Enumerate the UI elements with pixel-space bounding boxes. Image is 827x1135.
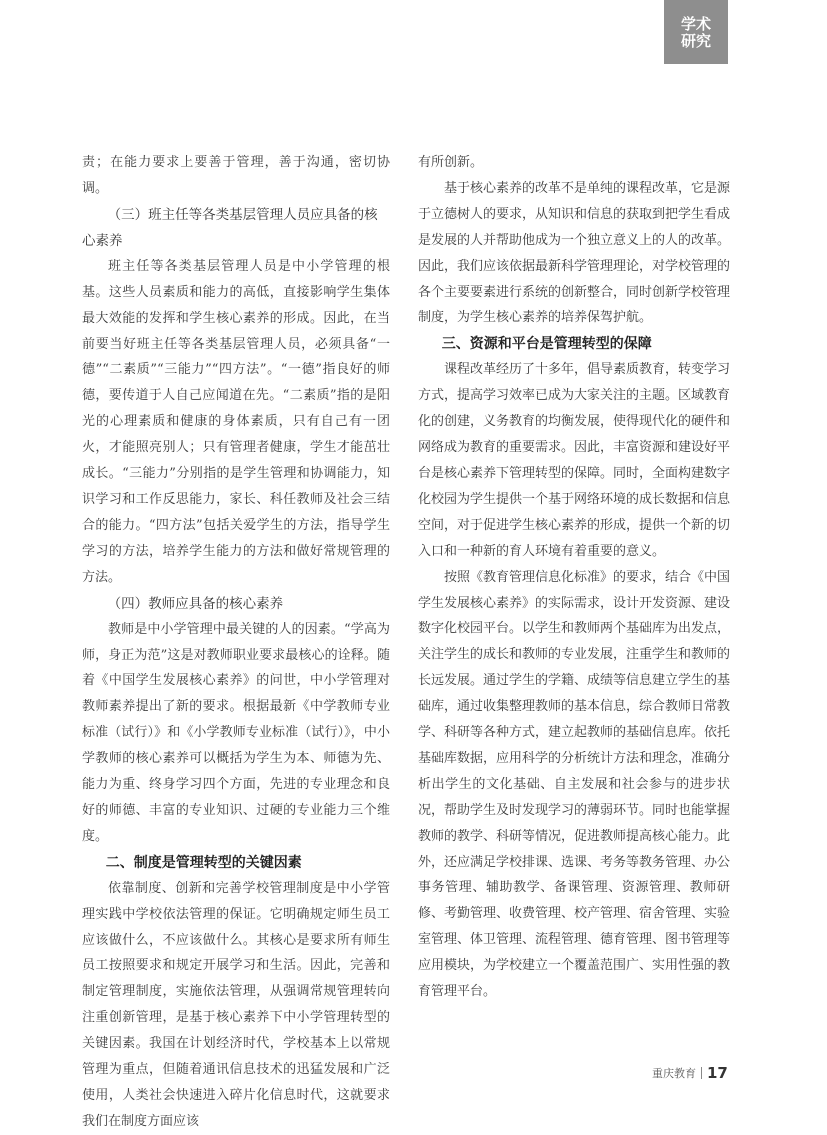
paragraph: 课程改革经历了十多年，倡导素质教育，转变学习方式，提高学习效率已成为大家关注的主题。区域教育化的创建，义务教育的均衡发展，使得现代化的硬件和网络成为教育的重要需求。因此，丰富资源和建设好平台是核心素养下管理转型的保障。同时，全面构建数字化校园为学生提供一个基于网络环境的成长数据和信息空间，对于促进学生核心素养的形成，提供一个新的切入口和一种新的育人环境有着重要的意义。	[418, 362, 731, 559]
section-tag-line2: 研究	[680, 32, 711, 50]
paragraph: 依靠制度、创新和完善学校管理制度是中小学管理实践中学校依法管理的保证。它明确规定师生员工应该做什么，不应该做什么。其核心是要求所有师生员工按照要求和规定开展学习和生活。因此，完善和制定管理制度，实施依法管理，从强调常规管理转向注重创新管理，是基于核心素养下中小学管理转型的关键因素。我国在计划经济时代，学校基本上以常规管理为重点，但随着通讯信息技术的迅猛发展和广泛使用，人类社会快速进入碎片化信息时代，这就要求我们在制度方面应该	[82, 880, 390, 1129]
section-tag-line1: 学术	[680, 15, 711, 33]
subheading-head-teacher: （三）班主任等各类基层管理人员应具备的核心素养	[82, 206, 378, 249]
footer-divider	[701, 1067, 702, 1079]
left-column	[82, 150, 390, 1135]
subheading-teacher: （四）教师应具备的核心素养	[107, 595, 284, 612]
paragraph: 责；在能力要求上要善于管理，善于沟通，密切协调。	[82, 155, 390, 196]
section-tag	[664, 0, 728, 64]
paragraph: 班主任等各类基层管理人员是中小学管理的根基。这些人员素质和能力的高低，直接影响学生集体最大效能的发挥和学生核心素养的形成。因此，在当前要当好班主任等各类基层管理人员，必须具备“一德”“二素质”“三能力”“四方法”。“一德”指良好的师德，要传道于人自己应闻道在先。“二素质”指的是阳光的心理素质和健康的身体素质，只有自己有一团火，才能照亮别人；只有管理者健康，学生才能茁壮成长。“三能力”分别指的是学生管理和协调能力，知识学习和工作反思能力，家长、科任教师及社会三结合的能力。“四方法”包括关爱学生的方法，指导学生学习的方法，培养学生能力的方法和做好常规管理的方法。	[82, 258, 390, 585]
page-footer	[652, 1064, 728, 1082]
paragraph: 有所创新。	[418, 155, 484, 170]
section-heading-resources: 三、资源和平台是管理转型的保障	[441, 336, 652, 353]
journal-name: 重庆教育	[652, 1067, 696, 1080]
section-heading-system: 二、制度是管理转型的关键因素	[105, 854, 302, 871]
page-number: 17	[707, 1064, 728, 1082]
paragraph: 按照《教育管理信息化标准》的要求，结合《中国学生发展核心素养》的实际需求，设计开发资源、建设数字化校园平台。以学生和教师两个基础库为出发点，关注学生的成长和教师的专业发展，注重学生和教师的长远发展。通过学生的学籍、成绩等信息建立学生的基础库，通过收集整理教师的基本信息，综合教师日常教学、科研等各种方式，建立起教师的基础信息库。依托基础库数据，应用科学的分析统计方法和理念，准确分析出学生的文化基础、自主发展和社会参与的进步状况，帮助学生及时发现学习的薄弱环节。同时也能掌握教师的教学、科研等情况，促进教师提高核心能力。此外，还应满足学校排课、选课、考务等教务管理、办公事务管理、辅助教学、备课管理、资源管理、教师研修、考勤管理、收费管理、校产管理、宿舍管理、实验室管理、体卫管理、流程管理、德育管理、图书管理等应用模块，为学校建立一个覆盖范围广、实用性强的教育管理平台。	[418, 569, 731, 1000]
paragraph: 基于核心素养的改革不是单纯的课程改革，它是源于立德树人的要求，从知识和信息的获取到把学生看成是发展的人并帮助他成为一个独立意义上的人的改革。因此，我们应该依据最新科学管理理论，对学校管理的各个主要要素进行系统的创新整合，同时创新学校管理制度，为学生核心素养的培养保驾护航。	[418, 180, 731, 326]
right-column	[418, 150, 730, 1005]
paragraph: 教师是中小学管理中最关键的人的因素。“学高为师，身正为范”这是对教师职业要求最核心的诠释。随着《中国学生发展核心素养》的问世，中小学管理对教师素养提出了新的要求。根据最新《中学教师专业标准（试行）》和《小学教师专业标准（试行）》，中小学教师的核心素养可以概括为学生为本、师德为先、能力为重、终身学习四个方面，先进的专业理念和良好的师德、丰富的专业知识、过硬的专业能力三个维度。	[82, 621, 390, 844]
